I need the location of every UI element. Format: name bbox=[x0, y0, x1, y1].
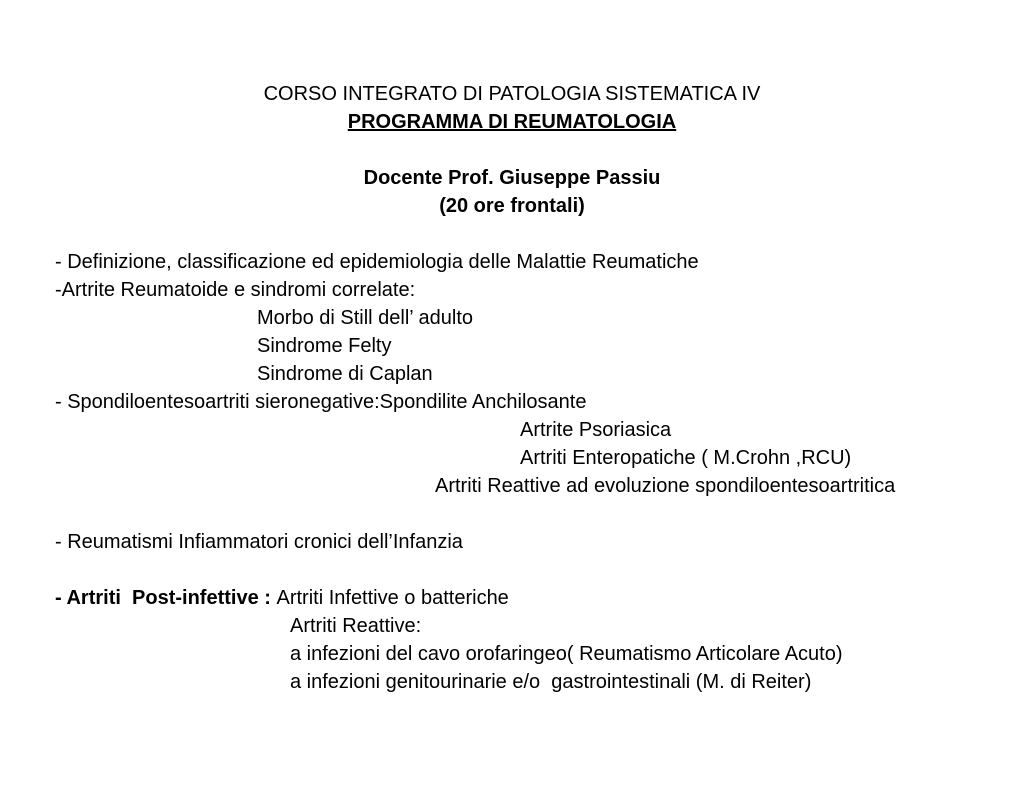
program-subtitle-text: PROGRAMMA DI REUMATOLOGIA bbox=[347, 111, 677, 133]
body-line-morbo-still: Morbo di Still dell’ adulto bbox=[257, 307, 474, 329]
body-line-reumatismi-infanzia: - Reumatismi Infiammatori cronici dell’Infanzia bbox=[55, 531, 463, 553]
body-line-post-infettive bbox=[0, 584, 1024, 612]
post-infettive-label: - Artriti Post-infettive : bbox=[55, 587, 277, 609]
spacer bbox=[0, 556, 1024, 584]
body-line-definizione: - Definizione, classificazione ed epidemiologia delle Malattie Reumatiche bbox=[55, 251, 699, 273]
body-line-sindrome-felty: Sindrome Felty bbox=[257, 335, 392, 357]
body-line-artriti-reattive: Artriti Reattive: bbox=[290, 615, 422, 637]
body-line-spondiloentesoartriti: - Spondiloentesoartriti sieronegative:Spondilite Anchilosante bbox=[55, 391, 587, 413]
body-line-infezioni-genitourinarie: a infezioni genitourinarie e/o gastrointestinali (M. di Reiter) bbox=[290, 671, 812, 693]
body-line-artrite-psoriasica: Artrite Psoriasica bbox=[520, 419, 672, 441]
body-line-artriti-enteropatiche: Artriti Enteropatiche ( M.Crohn ,RCU) bbox=[520, 447, 852, 469]
program-subtitle bbox=[0, 108, 1024, 136]
spacer bbox=[0, 500, 1024, 528]
body-line-sindrome-caplan: Sindrome di Caplan bbox=[257, 363, 433, 385]
hours-line: (20 ore frontali) bbox=[439, 195, 585, 217]
spacer bbox=[0, 220, 1024, 248]
post-infettive-value: Artriti Infettive o batteriche bbox=[276, 587, 509, 609]
body-line-artrite-reumatoide: -Artrite Reumatoide e sindromi correlate: bbox=[55, 279, 416, 301]
course-title: CORSO INTEGRATO DI PATOLOGIA SISTEMATICA IV bbox=[263, 83, 761, 105]
body-line-infezioni-orofaringeo: a infezioni del cavo orofaringeo( Reumatismo Articolare Acuto) bbox=[290, 643, 843, 665]
lecturer-line: Docente Prof. Giuseppe Passiu bbox=[363, 167, 661, 189]
body-line-artriti-reattive-evoluzione: Artriti Reattive ad evoluzione spondiloentesoartritica bbox=[435, 475, 896, 497]
spacer bbox=[0, 136, 1024, 164]
